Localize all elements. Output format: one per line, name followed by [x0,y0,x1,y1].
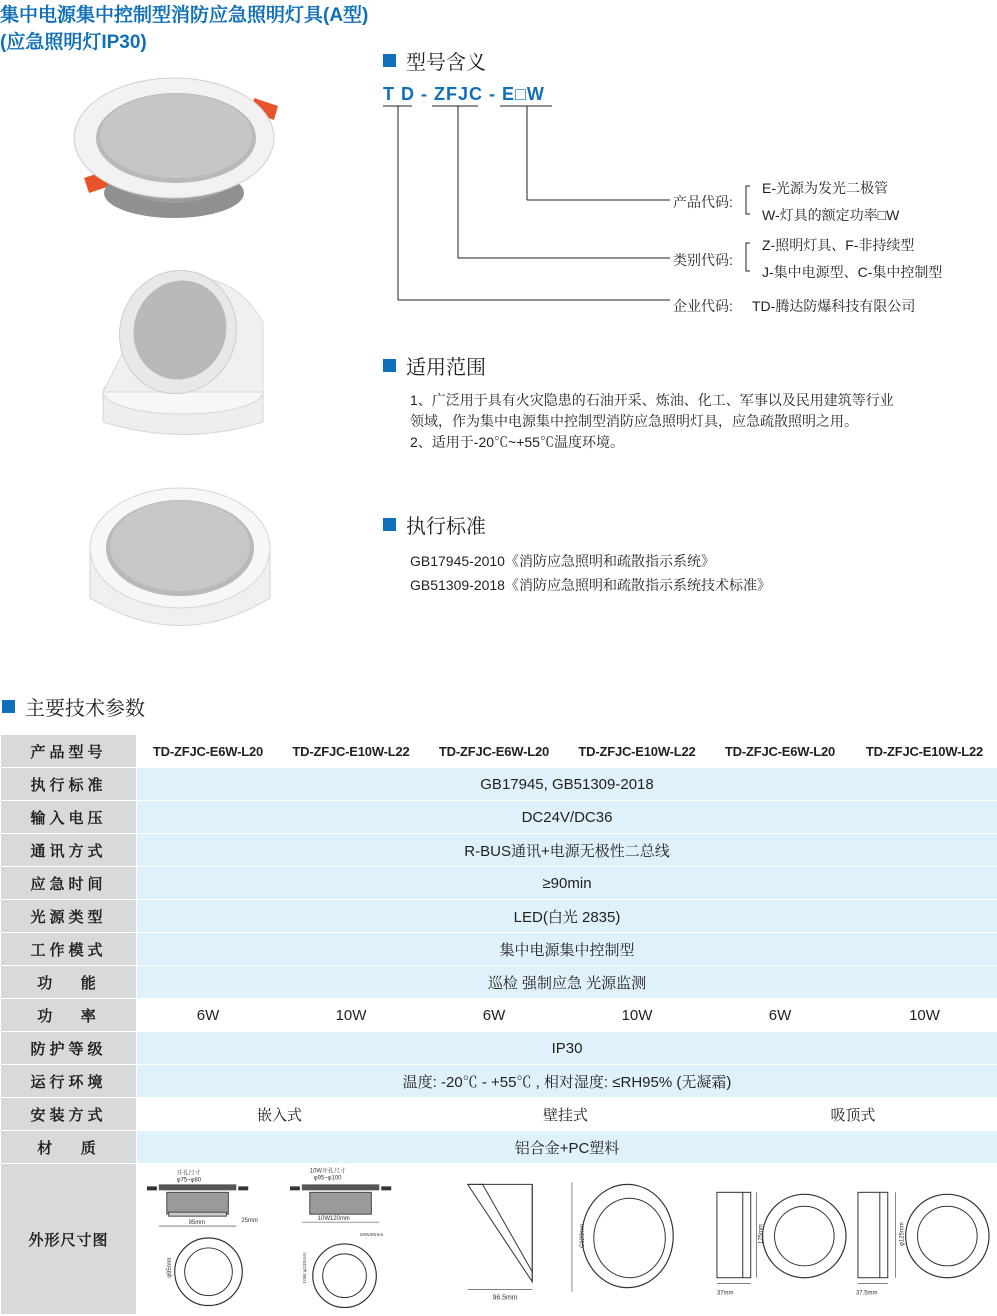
svg-text:开孔尺寸: 开孔尺寸 [176,1170,201,1177]
model-cell: TD-ZFJC-E6W-L20 [137,735,280,768]
model-cell: TD-ZFJC-E6W-L20 [709,735,852,768]
svg-text:φ95mm: φ95mm [166,1257,173,1278]
dimension-drawing-wall-10w [566,1164,708,1314]
scope-title: 适用范围 [406,357,486,379]
model-meaning-heading [383,46,486,75]
code-part-dash2: - [489,84,496,104]
code-part-td: T D [383,84,415,104]
svg-text:25mm: 25mm [241,1218,258,1225]
row-label-function: 功 能 [1,966,137,999]
table-row [1,735,997,768]
row-label-model: 产品型号 [1,735,137,768]
row-label-protection: 防护等级 [1,1032,137,1065]
table-row [1,1098,997,1131]
dimension-drawing-wall-6w [423,1164,565,1314]
table-row [1,768,997,801]
model-cell: TD-ZFJC-E10W-L22 [852,735,997,768]
table-row [1,900,997,933]
row-label-emergency-time: 应急时间 [1,867,137,900]
dimension-drawing-recessed-6w [137,1164,279,1314]
dimension-drawing-ceiling-10w [852,1164,997,1314]
product-image-wall-mounted [98,262,268,442]
model-meaning-title: 型号含义 [406,52,486,74]
bullet-square-icon [383,54,396,67]
row-label-comm: 通讯方式 [1,834,137,867]
category-code-line1: Z-照明灯具、F-非持续型 [762,237,915,253]
standard-line-1: GB17945-2010《消防应急照明和疏散指示系统》 [410,553,715,569]
svg-text:φ95~φ100: φ95~φ100 [313,1175,342,1182]
company-code-value: TD-腾达防爆科技有限公司 [752,298,916,314]
standards-text [410,549,771,597]
standard-value: GB17945, GB51309-2018 [137,768,997,801]
row-label-work-mode: 工作模式 [1,933,137,966]
svg-text:φ125mm: φ125mm [899,1222,906,1246]
row-label-power: 功 率 [1,999,137,1032]
power-cell: 6W [709,999,852,1032]
svg-text:10W120mm: 10W120mm [317,1216,350,1223]
row-label-environment: 运行环境 [1,1065,137,1098]
svg-text:C123mm: C123mm [579,1223,586,1248]
standard-line-2: GB51309-2018《消防应急照明和疏散指示系统技术标准》 [410,577,771,593]
svg-text:37.5mm: 37.5mm [855,1290,878,1297]
standards-heading [383,510,486,539]
comm-value: R-BUS通讯+电源无极性二总线 [137,834,997,867]
table-row [1,867,997,900]
scope-line-2: 领域，作为集中电源集中控制型消防应急照明灯具，应急疏散照明之用。 [410,413,858,429]
power-cell: 10W [280,999,423,1032]
install-cell: 吸顶式 [709,1098,997,1131]
product-code-line2: W-灯具的额定功率□W [762,207,900,223]
row-label-light-source: 光源类型 [1,900,137,933]
protection-value: IP30 [137,1032,997,1065]
row-label-standard: 执行标准 [1,768,137,801]
code-part-zfjc: ZFJC [434,84,483,104]
svg-text:φ75~φ80: φ75~φ80 [176,1177,202,1184]
work-mode-value: 集中电源集中控制型 [137,933,997,966]
environment-value: 温度: -20℃ - +55℃ , 相对湿度: ≤RH95% (无凝霜) [137,1065,997,1098]
table-row [1,1164,997,1315]
scope-line-3: 2、适用于-20℃~+55℃温度环境。 [410,434,624,450]
dimension-drawing-cell [280,1164,423,1315]
material-value: 铝合金+PC塑料 [137,1131,997,1164]
function-value: 巡检 强制应急 光源监测 [137,966,997,999]
category-code-label: 类别代码: [673,252,733,268]
install-cell: 壁挂式 [423,1098,709,1131]
svg-text:96.5mm: 96.5mm [492,1294,518,1302]
svg-text:10W φ120mm: 10W φ120mm [302,1252,308,1284]
category-code-line2: J-集中电源型、C-集中控制型 [762,264,943,280]
power-cell: 10W [566,999,709,1032]
svg-text:95mm: 95mm [188,1220,206,1227]
code-part-dash1: - [421,84,428,104]
row-label-voltage: 输入电压 [1,801,137,834]
scope-text [410,390,894,453]
dimension-drawing-cell [852,1164,997,1315]
product-image-ceiling-mounted [80,478,280,648]
bullet-square-icon [383,359,396,372]
svg-text:125mm: 125mm [758,1224,765,1244]
install-cell: 嵌入式 [137,1098,423,1131]
row-label-material: 材 质 [1,1131,137,1164]
svg-text:10W开孔尺寸: 10W开孔尺寸 [309,1168,346,1175]
row-label-install: 安装方式 [1,1098,137,1131]
company-code-label: 企业代码: [673,298,733,314]
table-row [1,834,997,867]
spec-table [0,734,997,1315]
svg-text:37mm: 37mm [716,1290,734,1297]
bullet-square-icon [2,700,15,713]
standards-title: 执行标准 [406,516,486,538]
model-cell: TD-ZFJC-E6W-L20 [423,735,566,768]
voltage-value: DC24V/DC36 [137,801,997,834]
table-row [1,1065,997,1098]
specs-title: 主要技术参数 [25,698,145,720]
dimension-drawing-cell [566,1164,709,1315]
product-image-recessed [64,68,284,228]
power-cell: 10W [852,999,997,1032]
model-cell: TD-ZFJC-E10W-L22 [566,735,709,768]
page-subtitle: (应急照明灯IP30) [0,32,147,53]
emergency-time-value: ≥90min [137,867,997,900]
specs-heading [2,692,145,721]
power-cell: 6W [423,999,566,1032]
table-row [1,933,997,966]
product-code-line1: E-光源为发光二极管 [762,180,888,196]
row-label-dimensions: 外形尺寸图 [1,1164,137,1315]
model-cell: TD-ZFJC-E10W-L22 [280,735,423,768]
power-cell: 6W [137,999,280,1032]
page-title: 集中电源集中控制型消防应急照明灯具(A型) [0,5,369,26]
table-row [1,1131,997,1164]
table-row [1,966,997,999]
table-row [1,801,997,834]
table-row [1,1032,997,1065]
dimension-drawing-cell [709,1164,852,1315]
scope-line-1: 1、广泛用于具有火灾隐患的石油开采、炼油、化工、军事以及民用建筑等行业 [410,392,894,408]
scope-heading [383,351,486,380]
product-code-label: 产品代码: [673,194,733,210]
dimension-drawing-cell [137,1164,280,1315]
dimension-drawing-ceiling-6w [709,1164,851,1314]
code-part-ew: E□W [502,84,545,104]
svg-text:10W40mm: 10W40mm [359,1233,384,1239]
dimension-drawing-cell [423,1164,566,1315]
bullet-square-icon [383,518,396,531]
dimension-drawing-recessed-10w [280,1164,422,1314]
table-row [1,999,997,1032]
light-source-value: LED(白光 2835) [137,900,997,933]
